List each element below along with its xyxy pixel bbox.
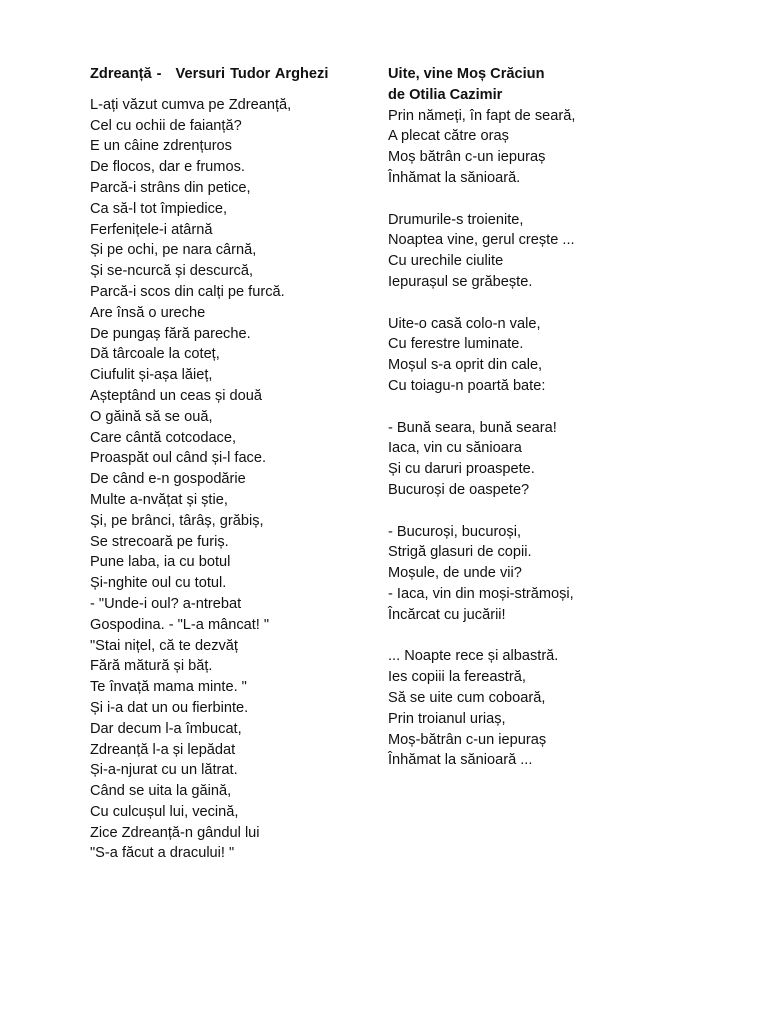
verse-line: Iepurașul se grăbește. — [388, 273, 533, 290]
verse-line: "S-a făcut a dracului! " — [90, 845, 235, 862]
verse-line: Noaptea vine, gerul crește ... — [388, 232, 575, 249]
verse-line: - Bună seara, bună seara! — [388, 419, 557, 436]
verse-line: A plecat către oraș — [388, 128, 509, 145]
verse-line: - Iaca, vin din moși-strămoși, — [388, 585, 574, 602]
verse-line: Moșul s-a oprit din cale, — [388, 357, 543, 374]
verse-line: Dă târcoale la coteț, — [90, 346, 220, 363]
verse-line: O găină să se ouă, — [90, 408, 213, 425]
verse-line: Ciufulit și-așa lăieț, — [90, 367, 213, 384]
verse-line: E un câine zdrențuros — [90, 138, 232, 155]
verse-line: Zdreanță l-a și lepădat — [90, 741, 236, 758]
verse-line: Iaca, vin cu sănioara — [388, 440, 522, 457]
verse-line: Dar decum l-a îmbucat, — [90, 720, 242, 737]
stanza — [388, 646, 688, 771]
stanza — [388, 314, 688, 397]
verse-line: Drumurile-s troienite, — [388, 211, 524, 228]
verse-line: Prin nămeți, în fapt de seară, — [388, 107, 576, 124]
verse-line: Cu ferestre luminate. — [388, 336, 524, 353]
verse-line: "Stai nițel, că te dezvăț — [90, 637, 238, 654]
verse-line: - "Unde-i oul? a-ntrebat — [90, 595, 242, 612]
poem-zdreanta — [90, 64, 380, 864]
verse-line: Cu culcușul lui, vecină, — [90, 803, 239, 820]
poem-stanzas — [388, 106, 688, 772]
stanza — [388, 106, 688, 189]
verse-line: Prin troianul uriaș, — [388, 710, 506, 727]
verse-line: Și se-ncurcă și descurcă, — [90, 263, 254, 280]
verse-line: Când se uita la găină, — [90, 783, 232, 800]
author-text: Versuri Tudor Arghezi — [175, 66, 329, 82]
verse-line: Cel cu ochii de faianță? — [90, 117, 242, 134]
verse-line: Și i-a dat un ou fierbinte. — [90, 699, 249, 716]
verse-line: De pungaș fără pareche. — [90, 325, 251, 342]
verse-line: Să se uite cum coboară, — [388, 689, 546, 706]
verse-line: Ies copiii la fereastră, — [388, 669, 526, 686]
verse-line: Bucuroși de oaspete? — [388, 481, 530, 498]
verse-line: De flocos, dar e frumos. — [90, 159, 245, 176]
poem-mos-craciun — [388, 64, 688, 771]
verse-line: Te învață mama minte. " — [90, 679, 247, 696]
verse-line: Așteptând un ceas și două — [90, 387, 263, 404]
verse-line: Cu toiagu-n poartă bate: — [388, 377, 546, 394]
poem-title-mos-craciun: Uite, vine Moș Crăciun — [388, 66, 545, 82]
poem-lines — [90, 95, 380, 864]
verse-line: Și pe ochi, pe nara cârnă, — [90, 242, 257, 259]
verse-line: Care cântă cotcodace, — [90, 429, 237, 446]
verse-line: Ca să-l tot împiedice, — [90, 200, 228, 217]
verse-line: Strigă glasuri de copii. — [388, 544, 532, 561]
verse-line: Se strecoară pe furiș. — [90, 533, 229, 550]
stanza — [388, 210, 688, 293]
stanza — [388, 418, 688, 501]
verse-line: Moșule, de unde vii? — [388, 565, 522, 582]
verse-line: Uite-o casă colo-n vale, — [388, 315, 541, 332]
title-text: Zdreanță - — [90, 66, 162, 82]
verse-line: Pune laba, ia cu botul — [90, 554, 231, 571]
verse-line: De când e-n gospodărie — [90, 471, 246, 488]
verse-line: Zice Zdreanță-n gândul lui — [90, 824, 260, 841]
verse-line: Cu urechile ciulite — [388, 253, 504, 270]
verse-line: ... Noapte rece și albastră. — [388, 648, 559, 665]
verse-line: Parcă-i strâns din petice, — [90, 179, 251, 196]
verse-line: L-ați văzut cumva pe Zdreanță, — [90, 96, 292, 113]
verse-line: Și, pe brânci, târâș, grăbiș, — [90, 512, 264, 529]
verse-line: Fără mătură și băț. — [90, 658, 213, 675]
verse-line: Încărcat cu jucării! — [388, 606, 506, 623]
stanza — [388, 522, 688, 626]
verse-line: Proaspăt oul când și-l face. — [90, 450, 267, 467]
verse-line: Moș-bătrân c-un iepuraș — [388, 731, 547, 748]
verse-line: Parcă-i scos din calți pe furcă. — [90, 283, 285, 300]
verse-line: Înhămat la sănioară ... — [388, 752, 533, 769]
verse-line: Înhămat la sănioară. — [388, 169, 521, 186]
verse-line: Și cu daruri proaspete. — [388, 461, 535, 478]
verse-line: Și-a-njurat cu un lătrat. — [90, 762, 238, 779]
verse-line: Are însă o ureche — [90, 304, 206, 321]
poem-author-cazimir: de Otilia Cazimir — [388, 86, 503, 103]
poem-title-zdreanta — [90, 64, 380, 85]
verse-line: Ferfenițele-i atârnă — [90, 221, 213, 238]
verse-line: Gospodina. - "L-a mâncat! " — [90, 616, 270, 633]
verse-line: Multe a-nvățat și știe, — [90, 491, 228, 508]
verse-line: Moș bătrân c-un iepuraș — [388, 149, 546, 166]
verse-line: Și-nghite oul cu totul. — [90, 575, 227, 592]
verse-line: - Bucuroși, bucuroși, — [388, 523, 522, 540]
